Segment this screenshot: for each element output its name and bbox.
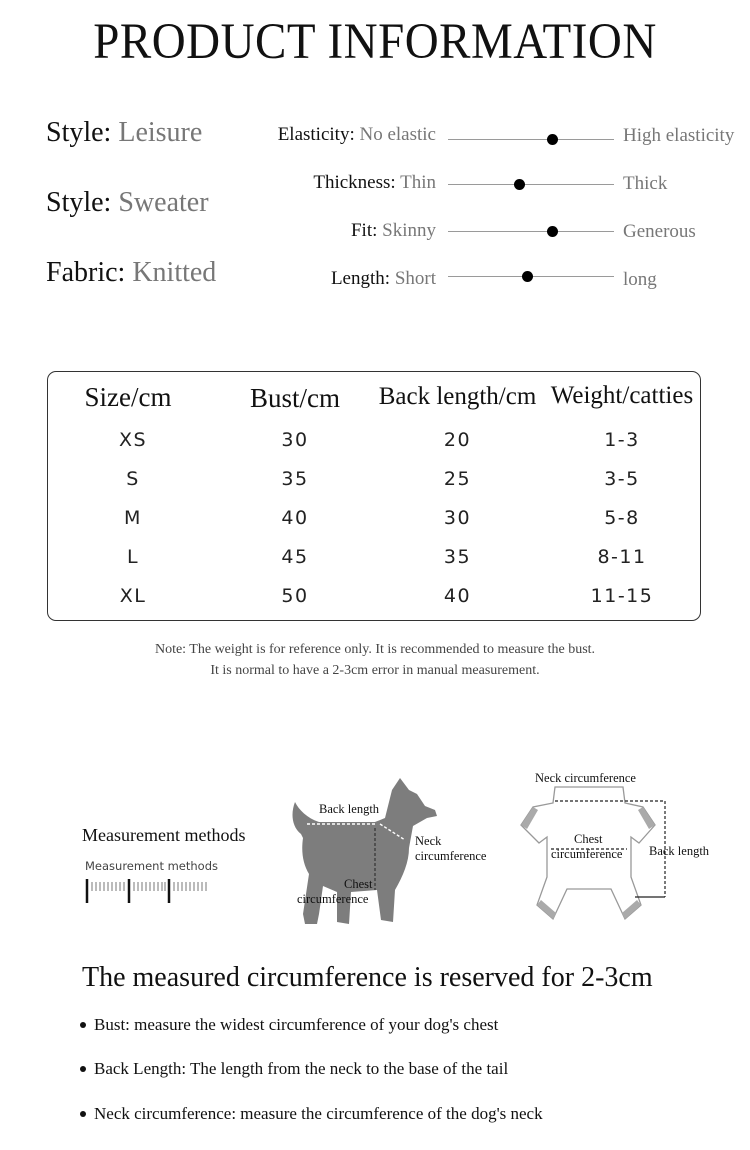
dog-neck-label-2: circumference — [415, 849, 487, 863]
table-cell: XL — [119, 585, 147, 607]
table-cell: 40 — [443, 585, 472, 607]
garment-chest-label: Chest — [574, 832, 603, 846]
fit-track — [448, 231, 614, 232]
table-cell: 50 — [281, 585, 309, 607]
note-line-1: Note: The weight is for reference only. It is recommended to measure the bust. — [154, 642, 596, 657]
bust-header: Bust/cm — [249, 383, 340, 413]
table-cell: 5-8 — [604, 507, 640, 529]
thickness-dot — [514, 179, 525, 190]
table-cell: 35 — [443, 546, 472, 568]
style-value: Sweater — [118, 187, 209, 218]
fit-dot — [547, 226, 558, 237]
thickness-label — [0, 171, 436, 195]
size-header: Size/cm — [84, 382, 172, 412]
table-cell: 20 — [443, 429, 472, 451]
dog-chest-label-2: circumference — [297, 892, 369, 906]
elasticity-label — [0, 123, 436, 147]
fabric-label: Fabric: — [46, 257, 126, 288]
garment-neck-label: Neck circumference — [535, 771, 636, 785]
dog-back-length-label: Back length — [319, 802, 380, 816]
attr-low: Skinny — [382, 220, 436, 241]
length-high: long — [623, 269, 657, 290]
table-cell: 30 — [443, 507, 472, 529]
bullet-dot-icon — [80, 1066, 86, 1072]
table-cell: 40 — [281, 507, 309, 529]
bullet-dot-icon — [80, 1022, 86, 1028]
attr-low: No elastic — [359, 124, 436, 145]
note-line-2: It is normal to have a 2-3cm error in manual measurement. — [210, 663, 540, 678]
table-cell: 11-15 — [590, 585, 654, 607]
style-label: Style: — [46, 117, 112, 148]
garment-chest-label-2: circumference — [551, 847, 623, 861]
dog-neck-label: Neck — [415, 834, 442, 848]
elasticity-high: High elasticity — [623, 125, 735, 146]
elasticity-dot — [547, 134, 558, 145]
table-cell: XS — [118, 429, 148, 451]
bullet-neck — [80, 1103, 543, 1125]
table-cell: 30 — [281, 429, 309, 451]
reserved-heading: The measured circumference is reserved for 2-3cm — [82, 962, 653, 993]
table-cell: 45 — [281, 546, 309, 568]
attr-name: Thickness: — [313, 172, 396, 193]
thickness-high: Thick — [623, 173, 668, 194]
measurement-subtitle: Measurement methods — [85, 859, 219, 873]
table-cell: 1-3 — [604, 429, 640, 451]
table-cell: 35 — [281, 468, 309, 490]
table-cell: L — [126, 546, 140, 568]
bullet-dot-icon — [80, 1111, 86, 1117]
table-cell: 8-11 — [597, 546, 647, 568]
table-cell: S — [126, 468, 140, 490]
style-value: Leisure — [118, 117, 203, 148]
back-length-header: Back length/cm — [378, 383, 537, 410]
attr-low: Thin — [400, 172, 436, 193]
fit-high: Generous — [623, 221, 696, 242]
table-cell: 3-5 — [604, 468, 640, 490]
attr-name: Length: — [330, 268, 391, 289]
length-label — [0, 267, 436, 291]
attr-name: Elasticity: — [277, 124, 355, 145]
bullet-text: Bust: measure the widest circumference of your dog's chest — [94, 1015, 499, 1034]
length-dot — [522, 271, 533, 282]
bullet-bust — [80, 1014, 498, 1036]
garment-back-length-label: Back length — [649, 844, 710, 858]
table-cell: M — [124, 507, 142, 529]
page-title: PRODUCT INFORMATION — [93, 13, 657, 71]
bullet-text: Neck circumference: measure the circumference of the dog's neck — [94, 1104, 543, 1123]
attr-low: Short — [394, 268, 436, 289]
bullet-back-length — [80, 1058, 508, 1080]
bullet-text: Back Length: The length from the neck to the base of the tail — [94, 1059, 509, 1078]
style-label: Style: — [46, 187, 112, 218]
fit-label — [0, 219, 436, 243]
attr-name: Fit: — [350, 220, 378, 241]
weight-header: Weight/catties — [550, 382, 694, 409]
thickness-track — [448, 184, 614, 185]
ruler-icon — [85, 877, 210, 907]
fabric-value: Knitted — [132, 257, 217, 288]
table-cell: 25 — [443, 468, 472, 490]
measurement-title: Measurement methods — [82, 825, 246, 845]
elasticity-track — [448, 139, 614, 140]
dog-chest-label: Chest — [344, 877, 373, 891]
